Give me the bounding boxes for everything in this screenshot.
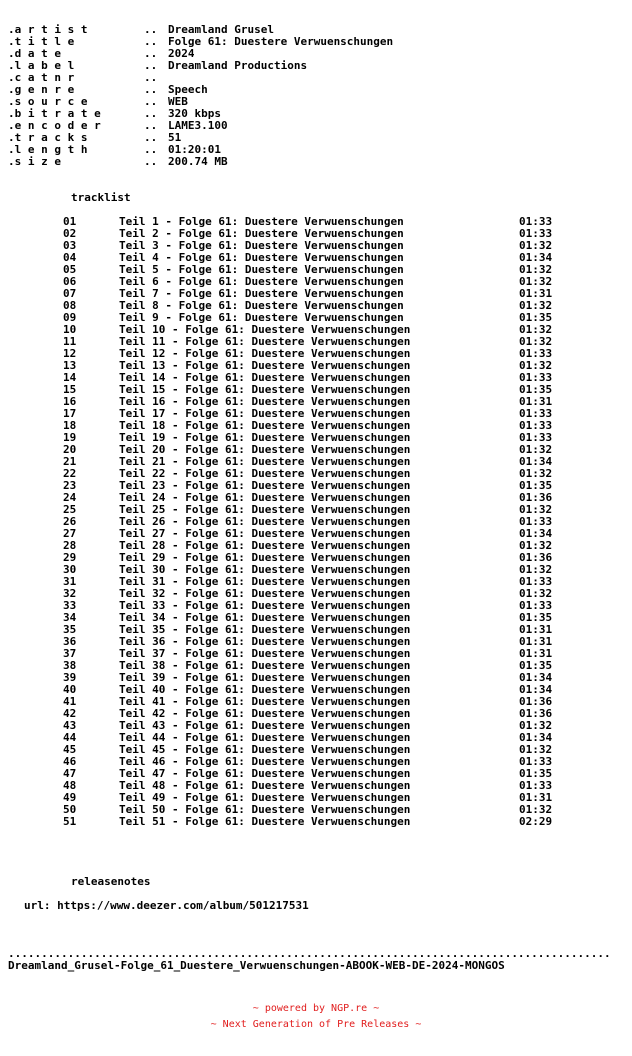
- track-number: 41: [63, 695, 77, 708]
- track-length: 01:34: [519, 671, 553, 684]
- info-value: 2024: [168, 47, 195, 60]
- track-number: 29: [63, 551, 77, 564]
- track-length: 01:35: [519, 311, 553, 324]
- track-length: 01:34: [519, 251, 553, 264]
- track-number: 46: [63, 755, 77, 768]
- info-label: .l e n g t h: [8, 143, 88, 156]
- track-length: 01:36: [519, 491, 553, 504]
- info-label: .e n c o d e r: [8, 119, 101, 132]
- info-separator: ..: [144, 95, 158, 108]
- track-title: Teil 15 - Folge 61: Duestere Verwuenschungen: [119, 383, 411, 396]
- track-title: Teil 46 - Folge 61: Duestere Verwuenschungen: [119, 755, 411, 768]
- track-length: 01:36: [519, 695, 553, 708]
- track-number: 25: [63, 503, 77, 516]
- track-length: 01:31: [519, 647, 553, 660]
- track-length: 01:32: [519, 803, 553, 816]
- track-length: 01:33: [519, 227, 553, 240]
- info-label: .s i z e: [8, 155, 61, 168]
- track-number: 37: [63, 647, 77, 660]
- track-number: 36: [63, 635, 77, 648]
- track-number: 24: [63, 491, 77, 504]
- track-length: 01:33: [519, 407, 553, 420]
- track-length: 01:34: [519, 683, 553, 696]
- track-title: Teil 36 - Folge 61: Duestere Verwuenschungen: [119, 635, 411, 648]
- track-length: 01:32: [519, 743, 553, 756]
- info-separator: ..: [144, 47, 158, 60]
- url-label: url:: [24, 899, 51, 912]
- info-separator: ..: [144, 155, 158, 168]
- track-number: 10: [63, 323, 77, 336]
- track-title: Teil 6 - Folge 61: Duestere Verwuenschungen: [119, 275, 404, 288]
- info-separator: ..: [144, 35, 158, 48]
- track-title: Teil 5 - Folge 61: Duestere Verwuenschungen: [119, 263, 404, 276]
- track-title: Teil 12 - Folge 61: Duestere Verwuenschungen: [119, 347, 411, 360]
- info-value: 51: [168, 131, 182, 144]
- track-length: 01:34: [519, 455, 553, 468]
- track-title: Teil 7 - Folge 61: Duestere Verwuenschungen: [119, 287, 404, 300]
- track-title: Teil 34 - Folge 61: Duestere Verwuenschungen: [119, 611, 411, 624]
- track-length: 01:33: [519, 755, 553, 768]
- track-title: Teil 31 - Folge 61: Duestere Verwuenschungen: [119, 575, 411, 588]
- releasenotes-heading: releasenotes: [71, 875, 151, 888]
- info-value: WEB: [168, 95, 188, 108]
- track-title: Teil 39 - Folge 61: Duestere Verwuenschungen: [119, 671, 411, 684]
- track-length: 01:33: [519, 347, 553, 360]
- track-number: 33: [63, 599, 77, 612]
- track-number: 07: [63, 287, 77, 300]
- track-title: Teil 48 - Folge 61: Duestere Verwuenschungen: [119, 779, 411, 792]
- track-length: 01:32: [519, 563, 553, 576]
- track-number: 28: [63, 539, 77, 552]
- info-separator: ..: [144, 131, 158, 144]
- track-number: 51: [63, 815, 77, 828]
- info-value: 200.74 MB: [168, 155, 228, 168]
- track-length: 01:33: [519, 215, 553, 228]
- track-title: Teil 19 - Folge 61: Duestere Verwuenschungen: [119, 431, 411, 444]
- track-title: Teil 23 - Folge 61: Duestere Verwuenschungen: [119, 479, 411, 492]
- track-number: 26: [63, 515, 77, 528]
- info-value: 320 kbps: [168, 107, 221, 120]
- track-title: Teil 21 - Folge 61: Duestere Verwuenschungen: [119, 455, 411, 468]
- info-row: [8, 120, 632, 132]
- info-separator: ..: [144, 119, 158, 132]
- track-number: 39: [63, 671, 77, 684]
- track-length: 01:32: [519, 335, 553, 348]
- info-row: [8, 36, 632, 48]
- track-length: 01:32: [519, 503, 553, 516]
- track-title: Teil 18 - Folge 61: Duestere Verwuenschungen: [119, 419, 411, 432]
- track-title: Teil 37 - Folge 61: Duestere Verwuenschungen: [119, 647, 411, 660]
- track-number: 49: [63, 791, 77, 804]
- info-row: [8, 48, 632, 60]
- info-label: .t r a c k s: [8, 131, 88, 144]
- info-row: [8, 108, 632, 120]
- track-title: Teil 30 - Folge 61: Duestere Verwuenschungen: [119, 563, 411, 576]
- track-title: Teil 13 - Folge 61: Duestere Verwuenschungen: [119, 359, 411, 372]
- info-label: .l a b e l: [8, 59, 75, 72]
- track-length: 01:34: [519, 731, 553, 744]
- track-length: 01:35: [519, 479, 553, 492]
- track-title: Teil 22 - Folge 61: Duestere Verwuenschungen: [119, 467, 411, 480]
- footer-powered-by[interactable]: ~ powered by NGP.re ~: [252, 1003, 380, 1014]
- track-number: 42: [63, 707, 77, 720]
- track-length: 01:35: [519, 767, 553, 780]
- track-length: 01:35: [519, 659, 553, 672]
- track-number: 38: [63, 659, 77, 672]
- track-title: Teil 17 - Folge 61: Duestere Verwuenschungen: [119, 407, 411, 420]
- track-length: 01:33: [519, 371, 553, 384]
- track-title: Teil 25 - Folge 61: Duestere Verwuenschungen: [119, 503, 411, 516]
- track-length: 01:32: [519, 275, 553, 288]
- track-number: 40: [63, 683, 77, 696]
- info-label: .t i t l e: [8, 35, 75, 48]
- track-number: 08: [63, 299, 77, 312]
- track-number: 47: [63, 767, 77, 780]
- track-row: [8, 816, 632, 828]
- track-length: 01:33: [519, 599, 553, 612]
- info-separator: ..: [144, 59, 158, 72]
- track-title: Teil 11 - Folge 61: Duestere Verwuenschungen: [119, 335, 411, 348]
- track-length: 01:32: [519, 323, 553, 336]
- track-length: 01:32: [519, 263, 553, 276]
- track-title: Teil 3 - Folge 61: Duestere Verwuenschungen: [119, 239, 404, 252]
- info-label: .d a t e: [8, 47, 61, 60]
- track-number: 17: [63, 407, 77, 420]
- track-number: 02: [63, 227, 77, 240]
- info-label: .a r t i s t: [8, 23, 88, 36]
- info-separator: ..: [144, 143, 158, 156]
- track-length: 01:33: [519, 779, 553, 792]
- footer-tagline: ~ Next Generation of Pre Releases ~: [210, 1019, 422, 1030]
- track-title: Teil 29 - Folge 61: Duestere Verwuenschungen: [119, 551, 411, 564]
- info-row: [8, 96, 632, 108]
- track-number: 18: [63, 419, 77, 432]
- track-number: 45: [63, 743, 77, 756]
- track-number: 13: [63, 359, 77, 372]
- info-row: [8, 60, 632, 72]
- track-title: Teil 1 - Folge 61: Duestere Verwuenschungen: [119, 215, 404, 228]
- track-length: 01:33: [519, 575, 553, 588]
- track-length: 01:33: [519, 431, 553, 444]
- track-number: 30: [63, 563, 77, 576]
- track-number: 48: [63, 779, 77, 792]
- nfo-content: [0, 24, 632, 972]
- track-title: Teil 26 - Folge 61: Duestere Verwuenschungen: [119, 515, 411, 528]
- track-title: Teil 38 - Folge 61: Duestere Verwuenschungen: [119, 659, 411, 672]
- dotted-separator: ...........................................................................................: [8, 948, 611, 960]
- track-title: Teil 41 - Folge 61: Duestere Verwuenschungen: [119, 695, 411, 708]
- track-number: 50: [63, 803, 77, 816]
- track-title: Teil 51 - Folge 61: Duestere Verwuenschungen: [119, 815, 411, 828]
- track-title: Teil 35 - Folge 61: Duestere Verwuenschungen: [119, 623, 411, 636]
- track-title: Teil 40 - Folge 61: Duestere Verwuenschungen: [119, 683, 411, 696]
- track-title: Teil 33 - Folge 61: Duestere Verwuenschungen: [119, 599, 411, 612]
- url-row: [8, 900, 632, 912]
- track-title: Teil 47 - Folge 61: Duestere Verwuenschungen: [119, 767, 411, 780]
- track-title: Teil 44 - Folge 61: Duestere Verwuenschungen: [119, 731, 411, 744]
- info-value: LAME3.100: [168, 119, 228, 132]
- track-title: Teil 49 - Folge 61: Duestere Verwuenschungen: [119, 791, 411, 804]
- track-title: Teil 32 - Folge 61: Duestere Verwuenschungen: [119, 587, 411, 600]
- track-title: Teil 24 - Folge 61: Duestere Verwuenschungen: [119, 491, 411, 504]
- track-number: 35: [63, 623, 77, 636]
- track-number: 04: [63, 251, 77, 264]
- track-title: Teil 8 - Folge 61: Duestere Verwuenschungen: [119, 299, 404, 312]
- track-length: 01:31: [519, 635, 553, 648]
- release-name: Dreamland_Grusel-Folge_61_Duestere_Verwuenschungen-ABOOK-WEB-DE-2024-MONGOS: [8, 959, 505, 972]
- track-length: 01:32: [519, 299, 553, 312]
- track-title: Teil 45 - Folge 61: Duestere Verwuenschungen: [119, 743, 411, 756]
- track-title: Teil 16 - Folge 61: Duestere Verwuenschungen: [119, 395, 411, 408]
- track-length: 01:31: [519, 623, 553, 636]
- info-label: .g e n r e: [8, 83, 75, 96]
- track-length: 01:31: [519, 395, 553, 408]
- track-title: Teil 27 - Folge 61: Duestere Verwuenschungen: [119, 527, 411, 540]
- info-label: .b i t r a t e: [8, 107, 101, 120]
- track-number: 05: [63, 263, 77, 276]
- track-length: 01:35: [519, 611, 553, 624]
- track-number: 09: [63, 311, 77, 324]
- track-number: 19: [63, 431, 77, 444]
- track-number: 34: [63, 611, 77, 624]
- track-number: 14: [63, 371, 77, 384]
- track-number: 27: [63, 527, 77, 540]
- track-length: 01:32: [519, 539, 553, 552]
- info-row: [8, 144, 632, 156]
- track-number: 15: [63, 383, 77, 396]
- track-number: 20: [63, 443, 77, 456]
- track-length: 01:36: [519, 707, 553, 720]
- track-number: 32: [63, 587, 77, 600]
- track-number: 03: [63, 239, 77, 252]
- track-length: 01:31: [519, 287, 553, 300]
- track-length: 01:32: [519, 443, 553, 456]
- track-length: 01:32: [519, 719, 553, 732]
- track-length: 01:36: [519, 551, 553, 564]
- track-number: 31: [63, 575, 77, 588]
- info-value: Speech: [168, 83, 208, 96]
- info-row: [8, 132, 632, 144]
- info-separator: ..: [144, 23, 158, 36]
- track-number: 22: [63, 467, 77, 480]
- info-value: Dreamland Grusel: [168, 23, 274, 36]
- track-number: 23: [63, 479, 77, 492]
- info-row: [8, 72, 632, 84]
- tracklist: [8, 216, 632, 828]
- track-title: Teil 42 - Folge 61: Duestere Verwuenschungen: [119, 707, 411, 720]
- track-title: Teil 43 - Folge 61: Duestere Verwuenschungen: [119, 719, 411, 732]
- track-length: 01:34: [519, 527, 553, 540]
- info-value: Folge 61: Duestere Verwuenschungen: [168, 35, 394, 48]
- track-number: 43: [63, 719, 77, 732]
- track-number: 44: [63, 731, 77, 744]
- track-length: 01:33: [519, 515, 553, 528]
- info-row: [8, 84, 632, 96]
- url-link[interactable]: https://www.deezer.com/album/501217531: [57, 899, 309, 912]
- track-title: Teil 28 - Folge 61: Duestere Verwuenschungen: [119, 539, 411, 552]
- track-number: 11: [63, 335, 77, 348]
- track-length: 02:29: [519, 815, 553, 828]
- track-number: 21: [63, 455, 77, 468]
- track-title: Teil 2 - Folge 61: Duestere Verwuenschungen: [119, 227, 404, 240]
- info-separator: ..: [144, 83, 158, 96]
- tracklist-heading: tracklist: [71, 191, 131, 204]
- track-length: 01:32: [519, 467, 553, 480]
- info-label: .s o u r c e: [8, 95, 88, 108]
- track-number: 16: [63, 395, 77, 408]
- info-row: [8, 156, 632, 168]
- track-length: 01:33: [519, 419, 553, 432]
- track-title: Teil 10 - Folge 61: Duestere Verwuenschungen: [119, 323, 411, 336]
- info-separator: ..: [144, 71, 158, 84]
- track-title: Teil 4 - Folge 61: Duestere Verwuenschungen: [119, 251, 404, 264]
- track-length: 01:32: [519, 587, 553, 600]
- info-label: .c a t n r: [8, 71, 75, 84]
- track-title: Teil 14 - Folge 61: Duestere Verwuenschungen: [119, 371, 411, 384]
- track-length: 01:32: [519, 359, 553, 372]
- info-separator: ..: [144, 107, 158, 120]
- track-length: 01:31: [519, 791, 553, 804]
- track-title: Teil 9 - Folge 61: Duestere Verwuenschungen: [119, 311, 404, 324]
- info-value: Dreamland Productions: [168, 59, 308, 72]
- track-number: 06: [63, 275, 77, 288]
- track-title: Teil 20 - Folge 61: Duestere Verwuenschungen: [119, 443, 411, 456]
- track-number: 12: [63, 347, 77, 360]
- track-title: Teil 50 - Folge 61: Duestere Verwuenschungen: [119, 803, 411, 816]
- info-value: 01:20:01: [168, 143, 221, 156]
- track-number: 01: [63, 215, 77, 228]
- track-length: 01:32: [519, 239, 553, 252]
- info-block: [8, 24, 632, 168]
- track-length: 01:35: [519, 383, 553, 396]
